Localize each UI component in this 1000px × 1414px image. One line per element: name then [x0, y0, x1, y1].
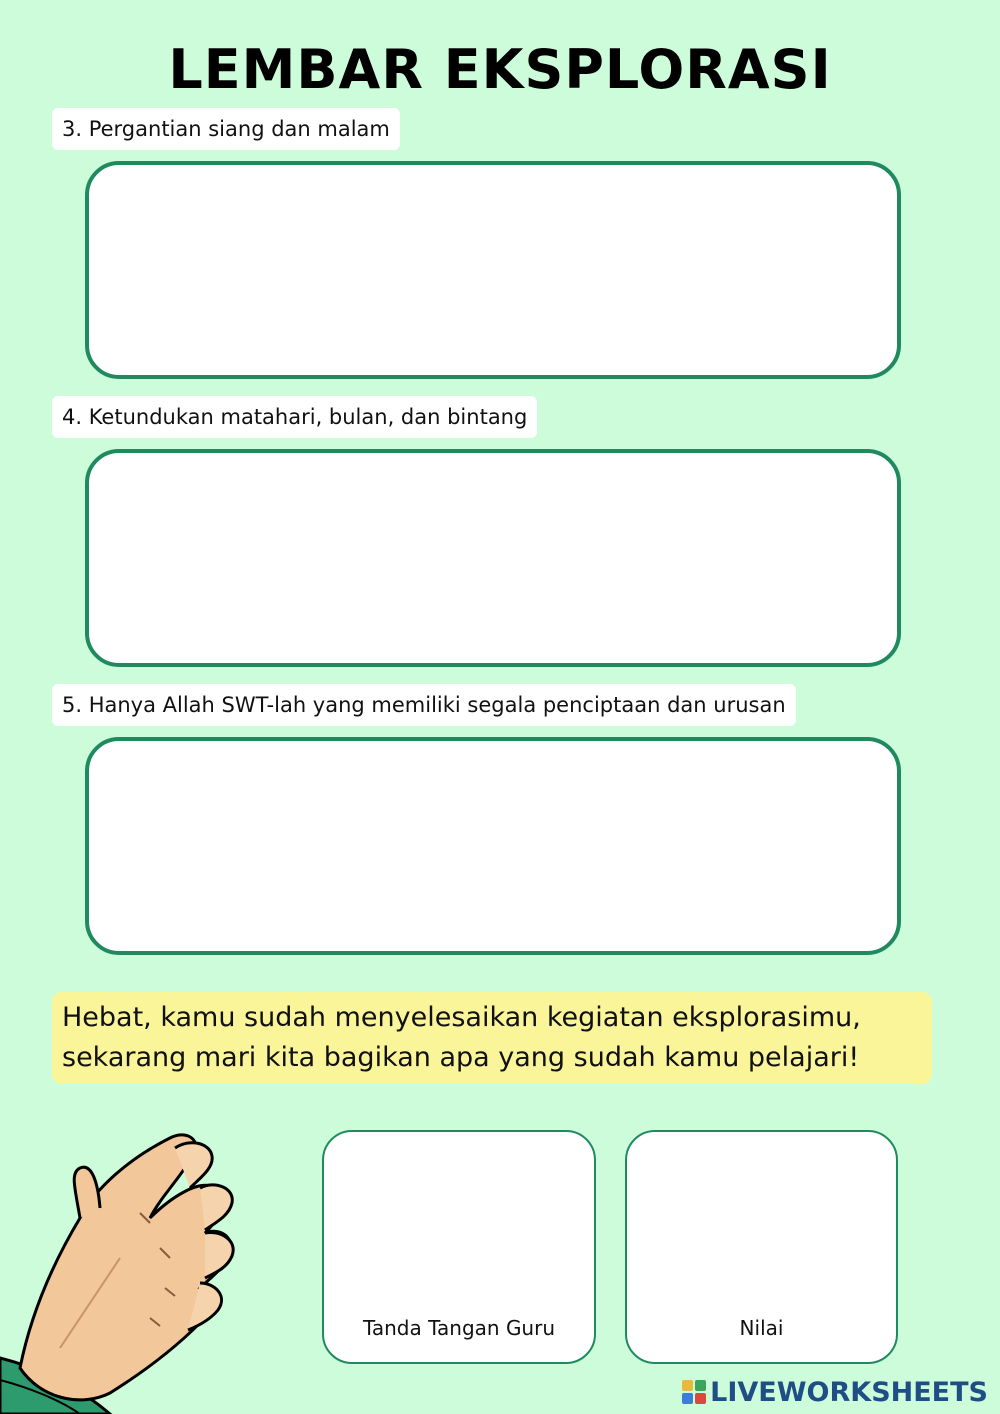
closing-note-line-1: Hebat, kamu sudah menyelesaikan kegiatan eksplorasimu, [62, 1002, 861, 1033]
closing-note-line-2: sekarang mari kita bagikan apa yang sudah kamu pelajari! [62, 1042, 860, 1073]
grade-label: Nilai [739, 1316, 784, 1340]
praying-hands-icon [0, 1118, 260, 1414]
grade-box[interactable] [625, 1130, 898, 1364]
teacher-signature-box[interactable] [322, 1130, 596, 1364]
answer-input-4[interactable] [89, 453, 897, 663]
page-title: LEMBAR EKSPLORASI [168, 38, 832, 101]
question-label-3: 3. Pergantian siang dan malam [52, 108, 400, 150]
question-label-5: 5. Hanya Allah SWT-lah yang memiliki segala penciptaan dan urusan [52, 684, 796, 726]
question-label-4: 4. Ketundukan matahari, bulan, dan bintang [52, 396, 537, 438]
answer-box-5[interactable] [85, 737, 901, 955]
teacher-signature-label: Tanda Tangan Guru [362, 1316, 556, 1340]
answer-input-5[interactable] [89, 741, 897, 951]
answer-box-4[interactable] [85, 449, 901, 667]
liveworksheets-brand [682, 1376, 988, 1408]
closing-note [52, 992, 932, 1084]
liveworksheets-logo-icon [682, 1380, 706, 1404]
answer-input-3[interactable] [89, 165, 897, 375]
answer-box-3[interactable] [85, 161, 901, 379]
brand-name: LIVEWORKSHEETS [710, 1376, 988, 1408]
